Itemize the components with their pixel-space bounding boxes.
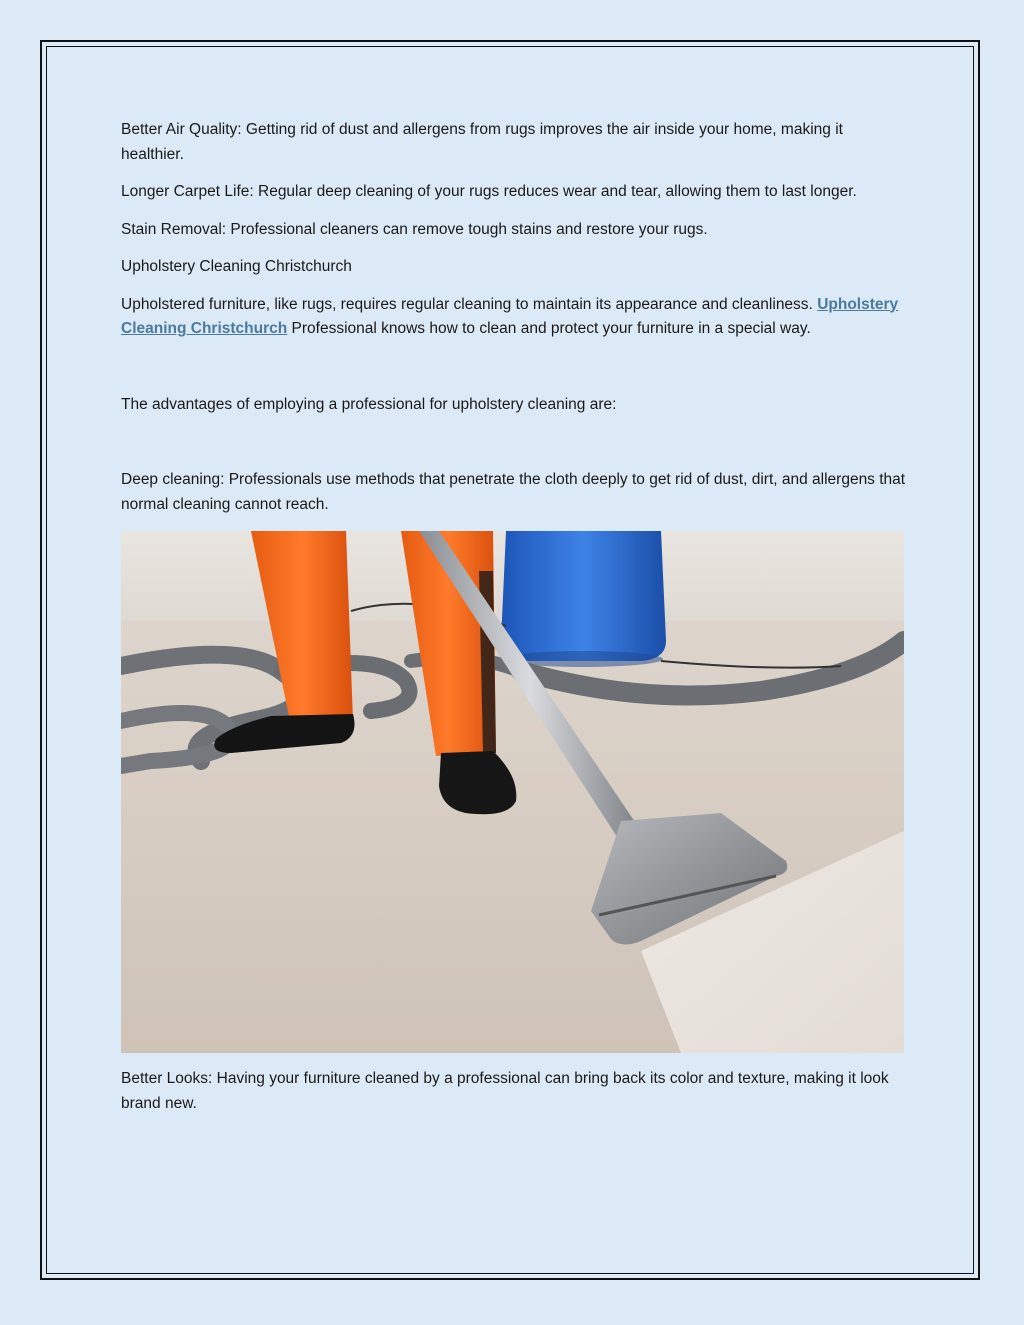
paragraph-air-quality: Better Air Quality: Getting rid of dust and allergens from rugs improves the air inside your home, making it healthier. (121, 121, 843, 163)
upholstery-cleaning-link[interactable]: Upholstery Cleaning Christchurch (121, 295, 899, 337)
upholstery-intro-text: Upholstered furniture, like rugs, requires regular cleaning to maintain its appearance and cleanliness. (121, 295, 813, 313)
upholstery-heading: Upholstery Cleaning Christchurch (121, 258, 352, 275)
paragraph-advantages: The advantages of employing a professional for upholstery cleaning are: (121, 395, 617, 413)
document-content (121, 118, 906, 1116)
paragraph-carpet-life: Longer Carpet Life: Regular deep cleaning of your rugs reduces wear and tear, allowing them to last longer. (121, 183, 857, 200)
upholstery-after-link-text: Professional knows how to clean and protect your furniture in a special way. (287, 320, 811, 337)
paragraph-upholstery (121, 293, 906, 342)
paragraph-deep-cleaning: Deep cleaning: Professionals use methods that penetrate the cloth deeply to get rid of dust, dirt, and allergens that normal cleaning cannot reach. (121, 471, 906, 513)
carpet-cleaning-photo (121, 531, 904, 1053)
paragraph-better-looks: Better Looks: Having your furniture cleaned by a professional can bring back its color and texture, making it look brand new. (121, 1070, 889, 1112)
paragraph-stain-removal: Stain Removal: Professional cleaners can remove tough stains and restore your rugs. (121, 220, 708, 238)
